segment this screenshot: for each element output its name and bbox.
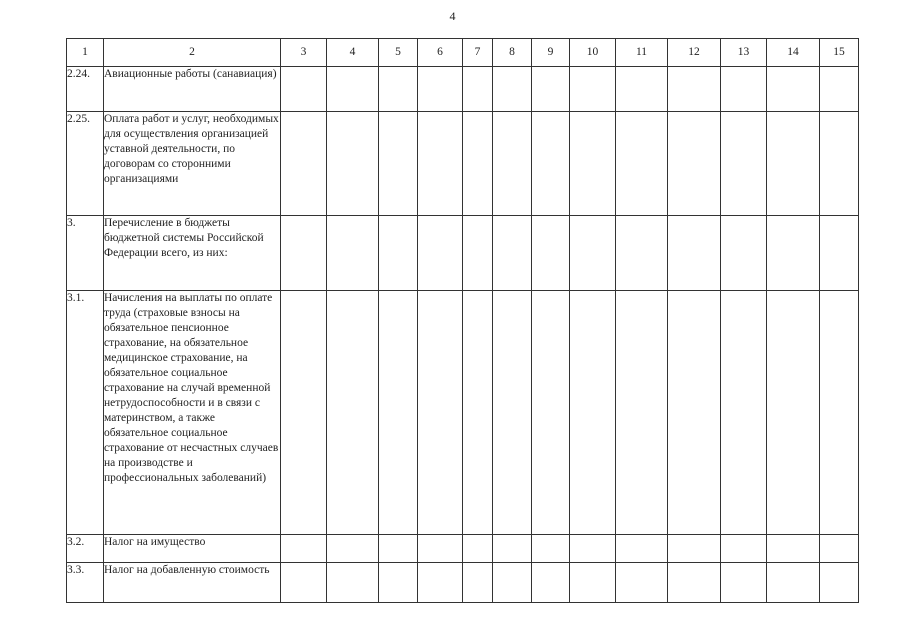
empty-cell: [570, 563, 616, 603]
empty-cell: [418, 216, 463, 291]
empty-cell: [767, 67, 820, 112]
empty-cell: [570, 291, 616, 535]
row-number: 2.25.: [67, 112, 104, 216]
header-row: [67, 39, 859, 67]
empty-cell: [820, 563, 859, 603]
empty-cell: [281, 563, 327, 603]
empty-cell: [570, 112, 616, 216]
empty-cell: [327, 291, 379, 535]
empty-cell: [616, 67, 668, 112]
empty-cell: [616, 216, 668, 291]
empty-cell: [616, 563, 668, 603]
empty-cell: [493, 112, 532, 216]
empty-cell: [418, 563, 463, 603]
empty-cell: [668, 535, 721, 563]
empty-cell: [327, 67, 379, 112]
empty-cell: [281, 535, 327, 563]
empty-cell: [570, 535, 616, 563]
row-number: 2.24.: [67, 67, 104, 112]
table-row: [67, 112, 859, 216]
empty-cell: [463, 112, 493, 216]
empty-cell: [493, 216, 532, 291]
empty-cell: [532, 563, 570, 603]
empty-cell: [281, 67, 327, 112]
empty-cell: [668, 216, 721, 291]
empty-cell: [379, 563, 418, 603]
empty-cell: [379, 535, 418, 563]
row-number: 3.2.: [67, 535, 104, 563]
empty-cell: [493, 535, 532, 563]
table-row: [67, 563, 859, 603]
empty-cell: [570, 216, 616, 291]
column-header: 15: [820, 39, 859, 67]
empty-cell: [820, 67, 859, 112]
empty-cell: [493, 291, 532, 535]
empty-cell: [820, 112, 859, 216]
empty-cell: [418, 535, 463, 563]
page-number: 4: [449, 9, 456, 23]
empty-cell: [418, 112, 463, 216]
empty-cell: [767, 291, 820, 535]
empty-cell: [463, 535, 493, 563]
empty-cell: [767, 535, 820, 563]
table-row: [67, 67, 859, 112]
column-header: 10: [570, 39, 616, 67]
table-row: [67, 291, 859, 535]
empty-cell: [820, 535, 859, 563]
empty-cell: [418, 67, 463, 112]
empty-cell: [721, 563, 767, 603]
empty-cell: [767, 563, 820, 603]
column-header: 9: [532, 39, 570, 67]
empty-cell: [616, 291, 668, 535]
empty-cell: [379, 112, 418, 216]
row-name: Налог на добавленную стоимость: [104, 563, 281, 603]
column-header: 12: [668, 39, 721, 67]
column-header: 4: [327, 39, 379, 67]
empty-cell: [721, 67, 767, 112]
empty-cell: [668, 291, 721, 535]
table-row: [67, 216, 859, 291]
row-name: Начисления на выплаты по оплате труда (страховые взносы на обязательное пенсионное страхование, на обязательное медицинское страхование, на обязательное социальное страхование на случай временной нетрудоспособности и в связи с материнством, а также обязательное социальное страхование от несчастных случаев на производстве и профессиональных заболеваний): [104, 291, 281, 535]
empty-cell: [281, 112, 327, 216]
empty-cell: [532, 112, 570, 216]
column-header: 6: [418, 39, 463, 67]
empty-cell: [532, 291, 570, 535]
empty-cell: [463, 216, 493, 291]
empty-cell: [327, 216, 379, 291]
empty-cell: [379, 291, 418, 535]
empty-cell: [616, 112, 668, 216]
empty-cell: [327, 535, 379, 563]
empty-cell: [532, 535, 570, 563]
empty-cell: [379, 67, 418, 112]
empty-cell: [721, 216, 767, 291]
empty-cell: [493, 67, 532, 112]
empty-cell: [570, 67, 616, 112]
empty-cell: [327, 112, 379, 216]
column-header: 7: [463, 39, 493, 67]
row-number: 3.: [67, 216, 104, 291]
empty-cell: [379, 216, 418, 291]
empty-cell: [767, 112, 820, 216]
row-name: Перечисление в бюджеты бюджетной системы Российской Федерации всего, из них:: [104, 216, 281, 291]
empty-cell: [721, 291, 767, 535]
column-header: 8: [493, 39, 532, 67]
empty-cell: [463, 291, 493, 535]
row-name: Оплата работ и услуг, необходимых для осуществления организацией уставной деятельности, по договорам со сторонними организациями: [104, 112, 281, 216]
column-header: 11: [616, 39, 668, 67]
row-number: 3.3.: [67, 563, 104, 603]
empty-cell: [281, 216, 327, 291]
empty-cell: [767, 216, 820, 291]
empty-cell: [327, 563, 379, 603]
table-row: [67, 535, 859, 563]
row-number: 3.1.: [67, 291, 104, 535]
column-header: 5: [379, 39, 418, 67]
column-header: 13: [721, 39, 767, 67]
column-header: 1: [67, 39, 104, 67]
column-header: 14: [767, 39, 820, 67]
empty-cell: [281, 291, 327, 535]
row-name: Налог на имущество: [104, 535, 281, 563]
empty-cell: [668, 67, 721, 112]
empty-cell: [418, 291, 463, 535]
empty-cell: [721, 535, 767, 563]
empty-cell: [668, 112, 721, 216]
column-header: 2: [104, 39, 281, 67]
empty-cell: [493, 563, 532, 603]
empty-cell: [820, 291, 859, 535]
empty-cell: [463, 563, 493, 603]
empty-cell: [616, 535, 668, 563]
row-name: Авиационные работы (санавиация): [104, 67, 281, 112]
empty-cell: [532, 216, 570, 291]
empty-cell: [721, 112, 767, 216]
empty-cell: [532, 67, 570, 112]
empty-cell: [820, 216, 859, 291]
empty-cell: [463, 67, 493, 112]
column-header: 3: [281, 39, 327, 67]
empty-cell: [668, 563, 721, 603]
budget-table: [66, 38, 859, 603]
